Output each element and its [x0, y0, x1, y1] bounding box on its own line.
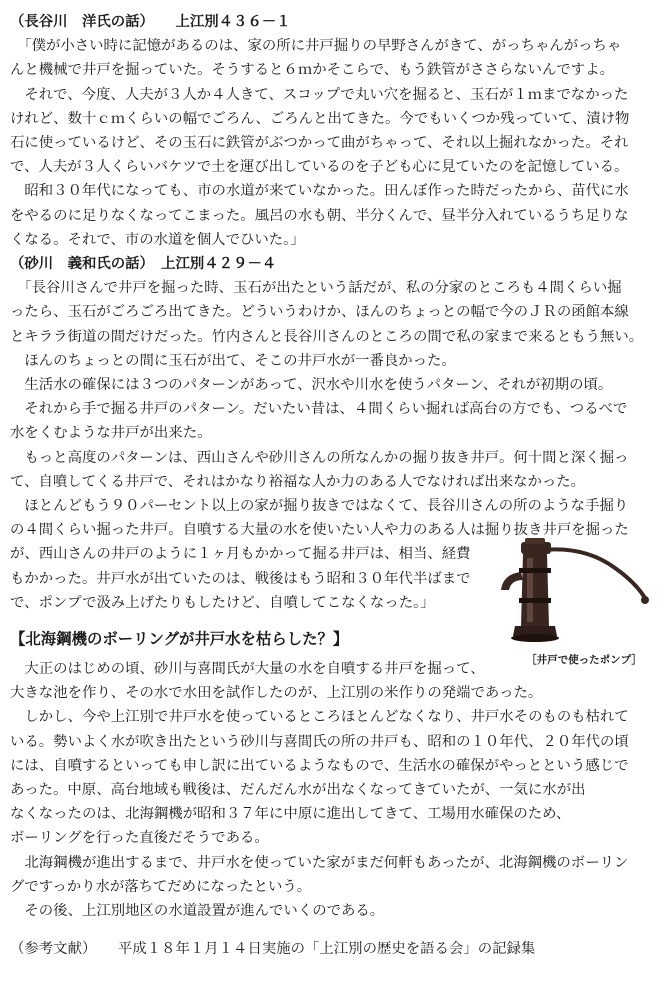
- text-line: ったら、玉石がごろごろ出てきた。どういうわけか、ほんのちょっとの幅で今のＪＲの函館本線: [10, 304, 629, 321]
- text-line: もかかった。井戸水が出ていたのは、戦後はもう昭和３０年代半ばまで: [10, 570, 471, 587]
- text-line: の４間くらい掘った井戸。自噴する大量の水を使いたい人や力のある人は掘り抜き井戸を掘った: [10, 522, 629, 539]
- text-line: 水をくむような井戸が出来た。: [10, 425, 212, 442]
- text-line: いる。勢いよく水が吹き出たという砂川与喜間氏の所の井戸も、昭和の１０年代、２０年代の頃: [10, 733, 629, 750]
- text-line: ボーリングを行った直後だそうである。: [10, 830, 269, 847]
- speaker-heading: （長谷川 洋氏の話） 上江別４３６－１: [10, 14, 291, 30]
- text-line: その後、上江別地区の水道設置が進んでいくのである。: [10, 903, 385, 919]
- hand-pump-icon: [495, 528, 655, 648]
- text-line: あった。中原、高台地域も戦後は、だんだん水が出なくなってきていたが、一気に水が出: [10, 782, 586, 798]
- text-line: それで、今度、人夫が３人か４人きて、スコップで丸い穴を掘ると、玉石が１ｍまでなかった: [10, 86, 629, 103]
- text-line: （参考文献） 平成１８年１月１４日実施の「上江別の歴史を語る会」の記録集: [10, 941, 536, 958]
- text-line: ほんのちょっとの間に玉石が出て、そこの井戸水が一番良かった。: [10, 352, 456, 369]
- text-line: 石に使っているけど、その玉石に鉄管がぶつかって曲がちゃって、それ以上掘れなかった。それ: [10, 135, 629, 151]
- text-line: で、人夫が３人くらいバケツで土を運び出しているのを子ども心に見ていたのを記憶している。: [10, 159, 629, 176]
- text-line: 「長谷川さんで井戸を掘った時、玉石が出たという話だが、私の分家のところも４間くらい掘: [10, 280, 622, 297]
- text-line: なくなったのは、北海鋼機が昭和３７年に中原に進出してきて、工場用水確保のため、: [10, 806, 571, 823]
- text-line: けれど、数十ｃｍくらいの幅でごろん、ごろんと出てきた。今でもいくつか残っていて、漬け物: [10, 110, 630, 127]
- text-line: それから手で掘る井戸のパターン。だいたい昔は、４間くらい掘れば高台の方でも、つるべで: [10, 401, 628, 418]
- text-line: て、自噴してくる井戸で、それはかなり裕福な人か力のある人でなければ出来なかった。: [10, 473, 586, 490]
- text-line: には、自噴するといっても申し訳に出ているようなもので、生活水の確保がやっとという感じで: [10, 757, 629, 774]
- text-line: とキララ街道の間だけだった。竹内さんと長谷川さんのところの間で私の家まで来るともう無い。: [10, 328, 644, 345]
- text-line: 生活水の確保には３つのパターンがあって、沢水や川水を使うパターン、それが初期の頃。: [10, 377, 613, 393]
- text-line: 昭和３０年代になっても、市の水道が来ていなかった。田んぼ作った時だったから、苗代に水: [10, 183, 629, 200]
- text-line: 「僕が小さい時に記憶があるのは、家の所に井戸掘りの早野さんがきて、がっちゃんがっちゃ: [10, 38, 622, 55]
- text-line: 大きな池を作り、その水で水田を試作したのが、上江別の米作りの発端であった。: [10, 685, 543, 702]
- text-line: もっと高度のパターンは、西山さんや砂川さんの所なんかの掘り抜き井戸。何十間と深く掘っ: [10, 449, 629, 466]
- section-heading: 【北海鋼機のボーリングが井戸水を枯らした？】: [10, 630, 349, 648]
- text-line: 大正のはじめの頃、砂川与喜間氏が大量の水を自噴する井戸を掘って、: [10, 661, 485, 677]
- text-line: をやるのに足りなくなってこまった。風呂の水も朝、半分くんで、昼半分入れているうち足りな: [10, 207, 629, 224]
- text-line: が、西山さんの井戸のように１ヶ月もかかって掘る井戸は、相当、経費: [10, 546, 471, 563]
- text-line: 北海鋼機が進出するまで、井戸水を使っていた家がまだ何軒もあったが、北海鋼機のボーリン: [10, 854, 629, 871]
- text-line: しかし、今や上江別で井戸水を使っているところほとんどなくなり、井戸水そのものも枯れて: [10, 709, 629, 726]
- text-line: で、ポンプで汲み上げたりもしたけど、自噴してこなくなった。」: [10, 594, 435, 611]
- speaker-heading: （砂川 義和氏の話） 上江別４２９－４: [10, 256, 277, 272]
- text-line: ほとんどもう９０パーセント以上の家が掘り抜きではなくて、長谷川さんの所のような手掘り: [10, 498, 629, 514]
- text-line: グですっかり水が落ちてだめになったという。: [10, 878, 312, 895]
- pump-caption: ［井戸で使ったポンプ］: [526, 654, 642, 666]
- text-line: くなる。それで、市の水道を個人でひいた。」: [10, 231, 305, 248]
- text-line: んと機械で井戸を掘っていた。そうすると６ｍかそこらで、もう鉄管がささらないんですよ。: [10, 62, 614, 79]
